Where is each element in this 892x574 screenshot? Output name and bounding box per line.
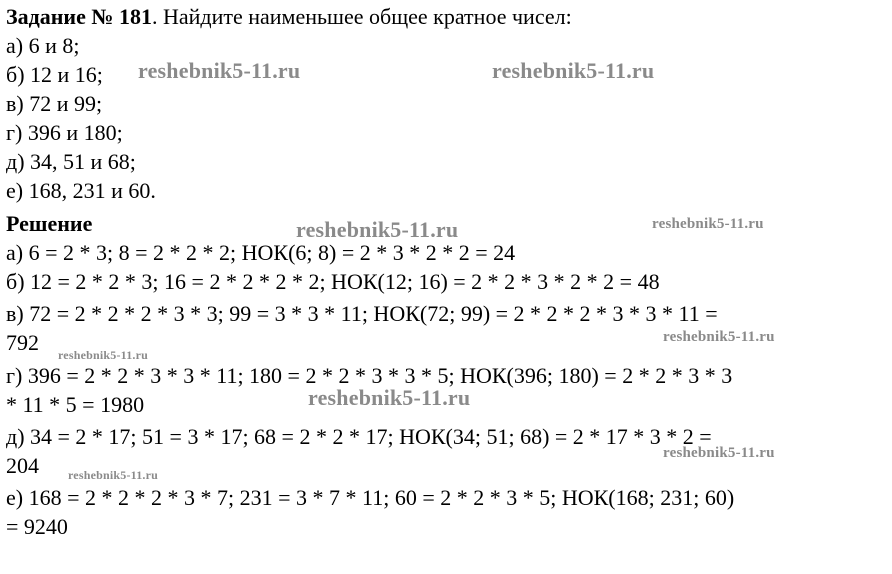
watermark: reshebnik5-11.ru (492, 58, 655, 83)
solution-line-v: в) 72 = 2 * 2 * 2 * 3 * 3; 99 = 3 * 3 * 11; НОК(72; 99) = 2 * 2 * 2 * 3 * 3 * 11 = (6, 301, 718, 326)
solution-line-v-result: 792 (6, 330, 39, 355)
watermark: reshebnik5-11.ru (663, 329, 775, 345)
task-item-d: д) 34, 51 и 68; (6, 149, 136, 174)
watermark: reshebnik5-11.ru (308, 385, 471, 410)
watermark: reshebnik5-11.ru (296, 217, 459, 242)
solution-line-g-result: * 11 * 5 = 1980 (6, 392, 145, 417)
task-title (6, 2, 572, 31)
solution-line-g: г) 396 = 2 * 2 * 3 * 3 * 11; 180 = 2 * 2 * 3 * 3 * 5; НОК(396; 180) = 2 * 2 * 3 * 3 (6, 363, 733, 388)
task-item-b: б) 12 и 16; (6, 62, 103, 87)
solution-line-a: а) 6 = 2 * 3; 8 = 2 * 2 * 2; НОК(6; 8) = 2 * 3 * 2 * 2 = 24 (6, 240, 516, 265)
task-item-g: г) 396 и 180; (6, 120, 123, 145)
task-item-e: е) 168, 231 и 60. (6, 178, 156, 203)
solution-line-d-result: 204 (6, 453, 39, 478)
task-item-a: а) 6 и 8; (6, 33, 80, 58)
watermark: reshebnik5-11.ru (68, 468, 158, 482)
watermark: reshebnik5-11.ru (58, 348, 148, 362)
watermark: reshebnik5-11.ru (652, 216, 764, 232)
watermark: reshebnik5-11.ru (663, 445, 775, 461)
task-prompt: . Найдите наименьшее общее кратное чисел: (151, 4, 572, 29)
solution-line-d: д) 34 = 2 * 17; 51 = 3 * 17; 68 = 2 * 2 * 17; НОК(34; 51; 68) = 2 * 17 * 3 * 2 = (6, 424, 712, 449)
solution-heading: Решение (6, 211, 93, 236)
solution-line-b: б) 12 = 2 * 2 * 3; 16 = 2 * 2 * 2 * 2; НОК(12; 16) = 2 * 2 * 3 * 2 * 2 = 48 (6, 269, 660, 294)
watermark: reshebnik5-11.ru (138, 58, 301, 83)
solution-line-e-result: = 9240 (6, 514, 68, 539)
task-item-v: в) 72 и 99; (6, 91, 103, 116)
task-number: Задание № 181 (6, 4, 152, 29)
solution-line-e: е) 168 = 2 * 2 * 2 * 3 * 7; 231 = 3 * 7 * 11; 60 = 2 * 2 * 3 * 5; НОК(168; 231; 60) (6, 485, 735, 510)
